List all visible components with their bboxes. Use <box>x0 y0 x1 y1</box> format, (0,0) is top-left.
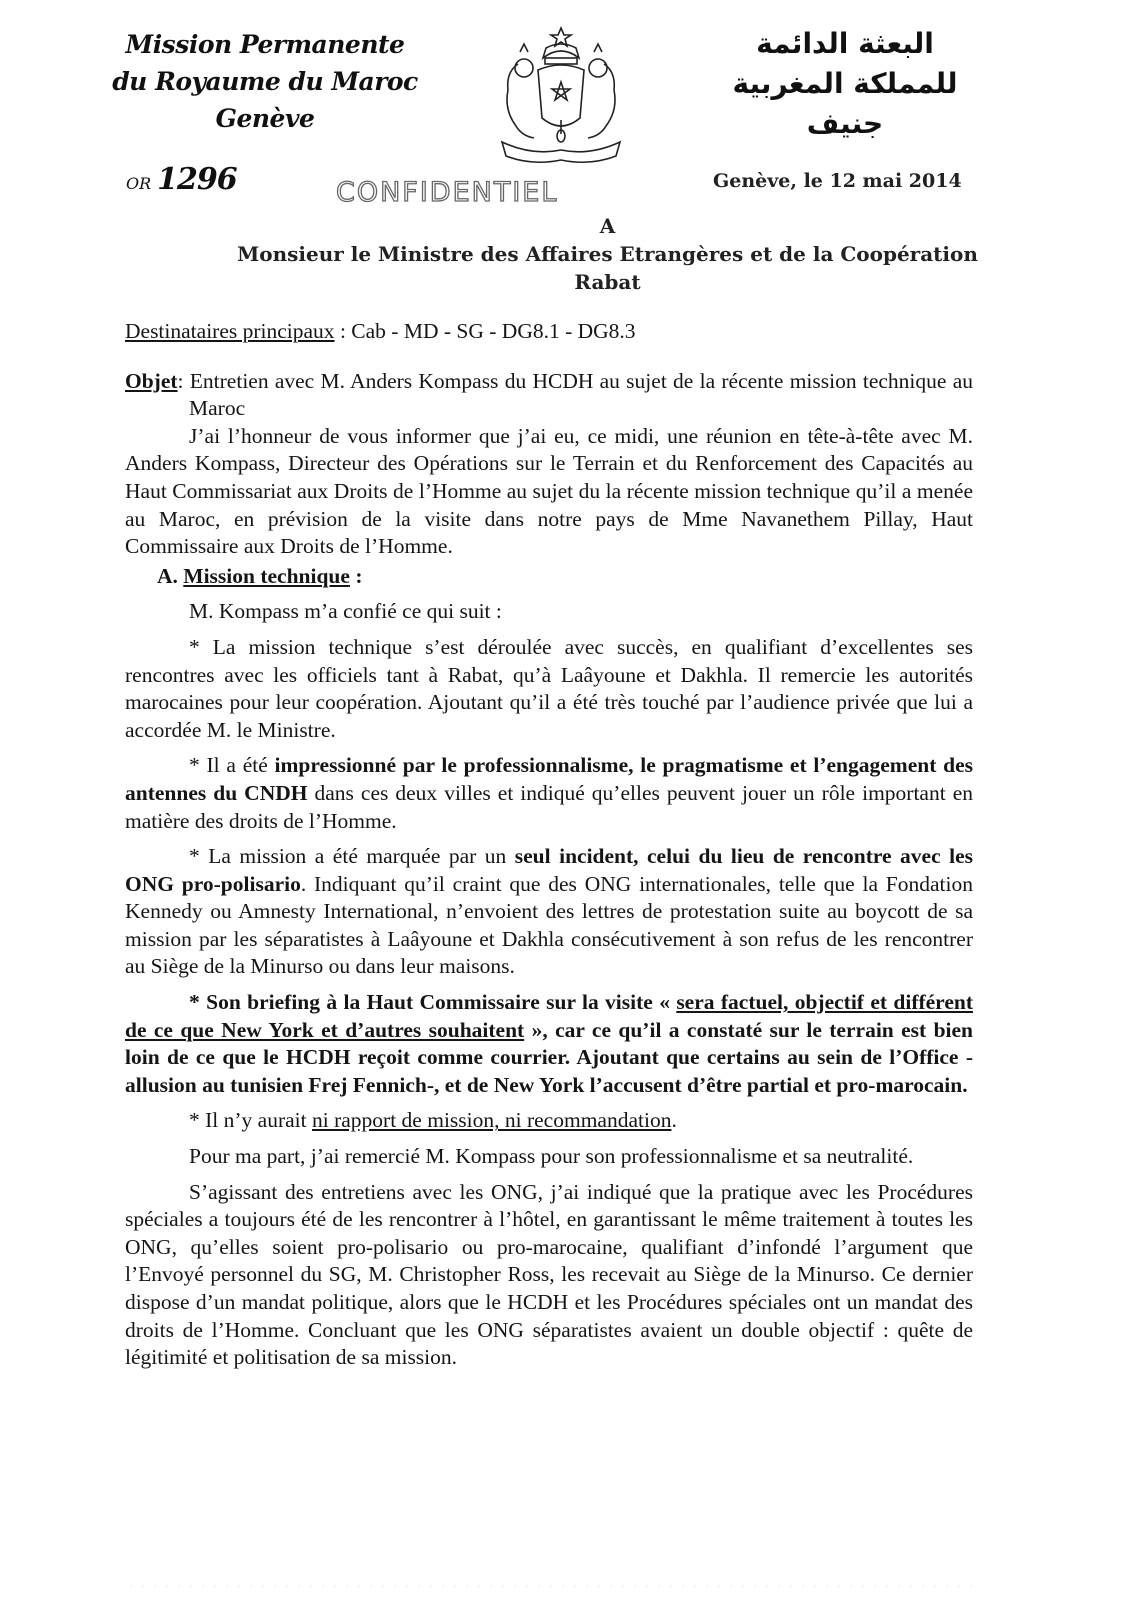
addressee-prefix: A <box>599 214 616 238</box>
point-3: * La mission a été marquée par un seul incident, celui du lieu de rencontre avec les ONG pro-polisario. Indiquant qu’il craint que des ONG internationales, telle que la Fondation Kennedy ou Amnesty International, n’envoient des lettres de protestation suite au boycott de sa mission par les séparatistes à Laâyoune et Dakhla consécutivement à son refus de les rencontrer au Siège de la Minurso ou dans leur maisons. <box>125 844 973 979</box>
reference-prefix: OR <box>126 174 152 193</box>
intro-paragraph: J’ai l’honneur de vous informer que j’ai eu, ce midi, une réunion en tête-à-tête avec M. Anders Kompass, Directeur des Opérations sur le Terrain et du Renforcement des Capacités au Haut Commissariat aux Droits de l’Homme au sujet du la récente mission technique qu’il a menée au Maroc, en prévision de la visite dans notre pays de Mme Navanethem Pillay, Haut Commissaire aux Droits de l’Homme. <box>125 423 973 559</box>
moroccan-coat-of-arms-icon <box>488 24 634 174</box>
document-date: Genève, le 12 mai 2014 <box>713 170 962 192</box>
letterhead-line: للمملكة المغربية <box>732 67 958 100</box>
letterhead-line: Genève <box>215 104 315 133</box>
point-4: * Son briefing à la Haut Commissaire sur la visite « sera factuel, objectif et différent de ce que New York et d’autres souhaitent », car ce qu’il a constaté sur le terrain est bien loin de ce que le HCDH reçoit comme courrier. Ajoutant que certains au sein de l’Office -allusion au tunisien Frej Fennich-, et de New York l’accusent d’être partial et pro-marocain. <box>125 990 974 1097</box>
subject-line: Objet: Entretien avec M. Anders Kompass du HCDH au sujet de la récente mission technique au Maroc <box>125 368 973 421</box>
distribution-label: Destinataires principaux <box>125 319 335 343</box>
subject-label: Objet <box>125 368 178 393</box>
reference-value: 1296 <box>157 162 237 197</box>
letterhead-line: جنيف <box>806 107 884 140</box>
point-2: * Il a été impressionné par le professionnalisme, le pragmatisme et l’engagement des antennes du CNDH dans ces deux villes et indiqué qu’elles peuvent jouer un rôle important en matière des droits de l’Homme. <box>125 753 973 833</box>
addressee-recipient: Monsieur le Ministre des Affaires Etrangères et de la Coopération <box>237 242 978 266</box>
confidential-stamp: CONFIDENTIEL <box>336 177 559 208</box>
distribution-value: Cab - MD - SG - DG8.1 - DG8.3 <box>351 319 636 343</box>
letter-body <box>125 318 973 1372</box>
subject-value: Entretien avec M. Anders Kompass du HCDH au sujet de la récente mission technique au Maroc <box>189 368 973 421</box>
letterhead-line: du Royaume du Maroc <box>112 67 418 96</box>
letterhead-arabic <box>700 24 990 144</box>
letterhead-line: Mission Permanente <box>125 30 405 59</box>
section-a-lead: M. Kompass m’a confié ce qui suit : <box>189 599 502 624</box>
letterhead-french <box>100 26 430 137</box>
point-5: * Il n’y aurait ni rapport de mission, ni recommandation. <box>189 1108 677 1133</box>
point-1: * La mission technique s’est déroulée avec succès, en qualifiant d’excellentes ses rencontres avec les officiels tant à Rabat, qu’à Laâyoune et Dakhla. Il remercie les autorités marocaines pour leur coopération. Ajoutant qu’il a été très touché par l’audience privée que lui a accordée M. le Ministre. <box>125 634 973 742</box>
reference-number <box>126 162 237 197</box>
letterhead-line: البعثة الدائمة <box>756 27 934 60</box>
section-a-title: Mission technique <box>183 563 350 588</box>
distribution-line: Destinataires principaux : Cab - MD - SG - DG8.1 - DG8.3 <box>125 319 636 343</box>
closing-paragraph-2: S’agissant des entretiens avec les ONG, j’ai indiqué que la pratique avec les Procédures spéciales a toujours été de les rencontrer à l’hôtel, en garantissant le même traitement à toutes les ONG, qu’elles soient pro-polisario ou pro-marocaine, qualifiant d’infondé l’argument que l’Envoyé personnel du SG, M. Christopher Ross, les recevait au Siège de la Minurso. Ce dernier dispose d’un mandat politique, alors que le HCDH et les Procédures spéciales ont un mandat des droits de l’Homme. Concluant que les ONG séparatistes avaient un double objectif : quête de légitimité et politisation de sa mission. <box>125 1179 973 1370</box>
addressee-block <box>120 212 1095 296</box>
section-a-heading: A. Mission technique : <box>157 563 363 588</box>
scan-artifact-divider <box>125 1585 975 1587</box>
closing-paragraph-1: Pour ma part, j’ai remercié M. Kompass pour son professionnalisme et sa neutralité. <box>189 1144 914 1169</box>
addressee-city: Rabat <box>574 270 641 294</box>
